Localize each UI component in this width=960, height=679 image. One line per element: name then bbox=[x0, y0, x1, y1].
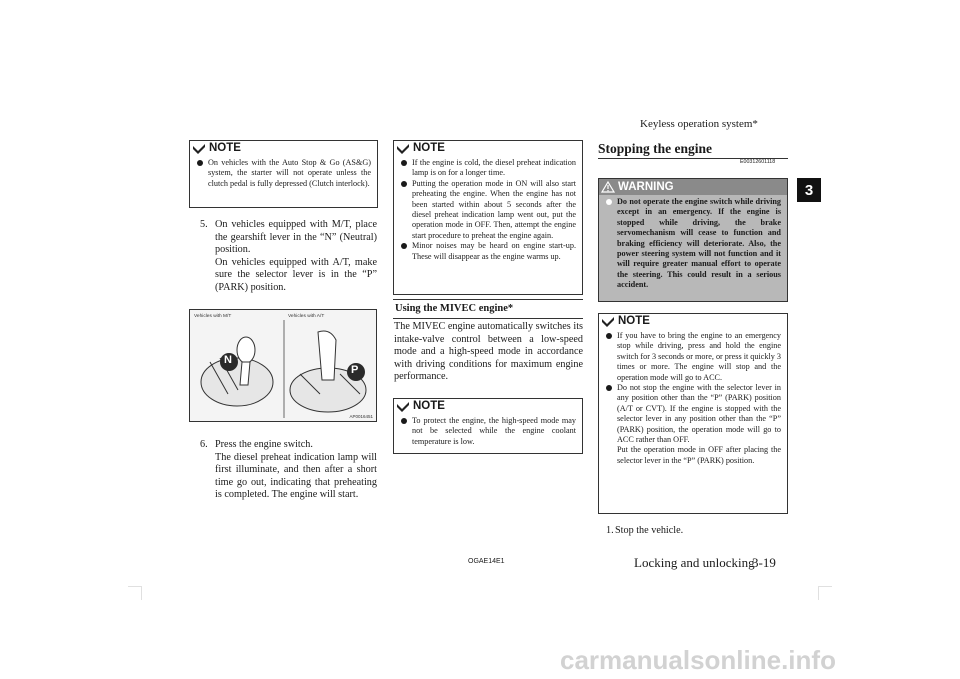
note-header bbox=[394, 141, 582, 156]
note-item: On vehicles with the Auto Stop & Go (AS&G) system, the starter will not operate unless the clutch pedal is fully depressed (Clutch interlock). bbox=[196, 158, 371, 189]
step-6-text-press: Press the engine switch. bbox=[215, 439, 313, 450]
warning-item: Do not operate the engine switch while driving except in an emergency. If the engine is stopped while driving, the brake servomechanism will cease to function and braking efficiency will deteriorate. Also, the power steering system will not function and it will require greater manual effort to operate the steering. This could result in a serious accident. bbox=[605, 197, 781, 291]
step-number: 5. bbox=[200, 219, 208, 230]
crop-mark bbox=[818, 586, 832, 587]
step-number: 6. bbox=[200, 439, 208, 450]
figure-code: AP0016451 bbox=[349, 414, 373, 419]
note-header bbox=[190, 141, 377, 156]
crop-mark bbox=[141, 586, 142, 600]
header-title: Keyless operation system* bbox=[640, 118, 758, 130]
figure-label-p: P bbox=[351, 364, 359, 376]
stopping-code: E00312601118 bbox=[740, 159, 776, 165]
note-pencil-icon bbox=[396, 401, 410, 413]
figure-caption-mt: Vehicles with M/T bbox=[194, 314, 232, 319]
warning-box bbox=[598, 178, 788, 302]
crop-mark bbox=[128, 586, 142, 587]
crop-mark bbox=[818, 586, 819, 600]
warning-header bbox=[599, 179, 787, 195]
warning-triangle-icon bbox=[601, 181, 615, 193]
step-5-text-at: On vehicles equipped with A/T, make sure the selector lever is in the “P” (PARK) position. bbox=[215, 256, 377, 293]
note-item: If the engine is cold, the diesel preheat indication lamp is on for a longer time. bbox=[400, 158, 576, 179]
note-label: NOTE bbox=[413, 142, 445, 155]
gear-lever-figure bbox=[189, 309, 377, 422]
note-pencil-icon bbox=[601, 316, 615, 328]
step-5-text-mt: On vehicles equipped with M/T, place the gearshift lever in the “N” (Neutral) position. bbox=[215, 219, 377, 256]
step-1-text: Stop the vehicle. bbox=[615, 525, 684, 536]
note-item: Putting the operation mode in ON will also start preheating the engine. When the engine has not been started within about 5 seconds after the diesel preheat indication lamp went out, put the operation mode in OFF. Then, attempt the engine start procedure to preheat the engine again. bbox=[400, 179, 576, 241]
stopping-heading: Stopping the engine bbox=[598, 141, 788, 159]
mivec-text: The MIVEC engine automatically switches its intake-valve control between a low-speed mode and a high-speed mode in accordance with driving conditions for maximum engine performance. bbox=[394, 321, 583, 383]
note-pencil-icon bbox=[192, 143, 206, 155]
note-pencil-icon bbox=[396, 143, 410, 155]
note-box-clutch bbox=[189, 140, 378, 208]
warning-label: WARNING bbox=[618, 180, 674, 193]
chapter-tab: 3 bbox=[797, 178, 821, 202]
watermark: carmanualsonline.info bbox=[560, 645, 836, 675]
note-box-mivec bbox=[393, 398, 583, 454]
note-item: To protect the engine, the high-speed mode may not be selected while the engine coolant temperature is low. bbox=[400, 416, 576, 447]
step-5 bbox=[200, 219, 377, 295]
footer-doc-code: OGAE14E1 bbox=[468, 558, 505, 565]
note-label: NOTE bbox=[618, 315, 650, 328]
step-6 bbox=[200, 439, 377, 502]
step-6-text-preheat: The diesel preheat indication lamp will first illuminate, and then after a short time go out, indicating that preheating is completed. The engine will start. bbox=[215, 451, 377, 501]
note-box-emergency bbox=[598, 313, 788, 514]
note-item: Do not stop the engine with the selector lever in any position other than the “P” (PARK) position (A/T or CVT). If the engine is stopped with the selector lever in any position other than the “P” (PARK) position, the operation mode will go to ACC rather than OFF. Put the operation mode in OFF after placing the selector lever in the “P” (PARK) position. bbox=[605, 383, 781, 466]
step-1 bbox=[606, 525, 786, 538]
gear-illustration bbox=[190, 310, 376, 421]
note-header bbox=[394, 399, 582, 414]
footer-section: Locking and unlocking bbox=[634, 555, 755, 570]
figure-caption-at: Vehicles with A/T bbox=[288, 314, 325, 319]
note-box-preheat bbox=[393, 140, 583, 295]
note-label: NOTE bbox=[413, 400, 445, 413]
step-number: 1. bbox=[606, 525, 614, 536]
mivec-heading: Using the MIVEC engine* bbox=[393, 299, 583, 319]
note-item: Minor noises may be heard on engine start-up. These will disappear as the engine warms up. bbox=[400, 241, 576, 262]
note-header bbox=[599, 314, 787, 329]
figure-label-n: N bbox=[224, 354, 232, 366]
note-label: NOTE bbox=[209, 142, 241, 155]
note-item: If you have to bring the engine to an emergency stop while driving, press and hold the engine switch for 3 seconds or more, or press it quickly 3 times or more. The engine will stop and the operation mode will go to ACC. bbox=[605, 331, 781, 383]
footer-page-number: 3-19 bbox=[752, 555, 776, 570]
